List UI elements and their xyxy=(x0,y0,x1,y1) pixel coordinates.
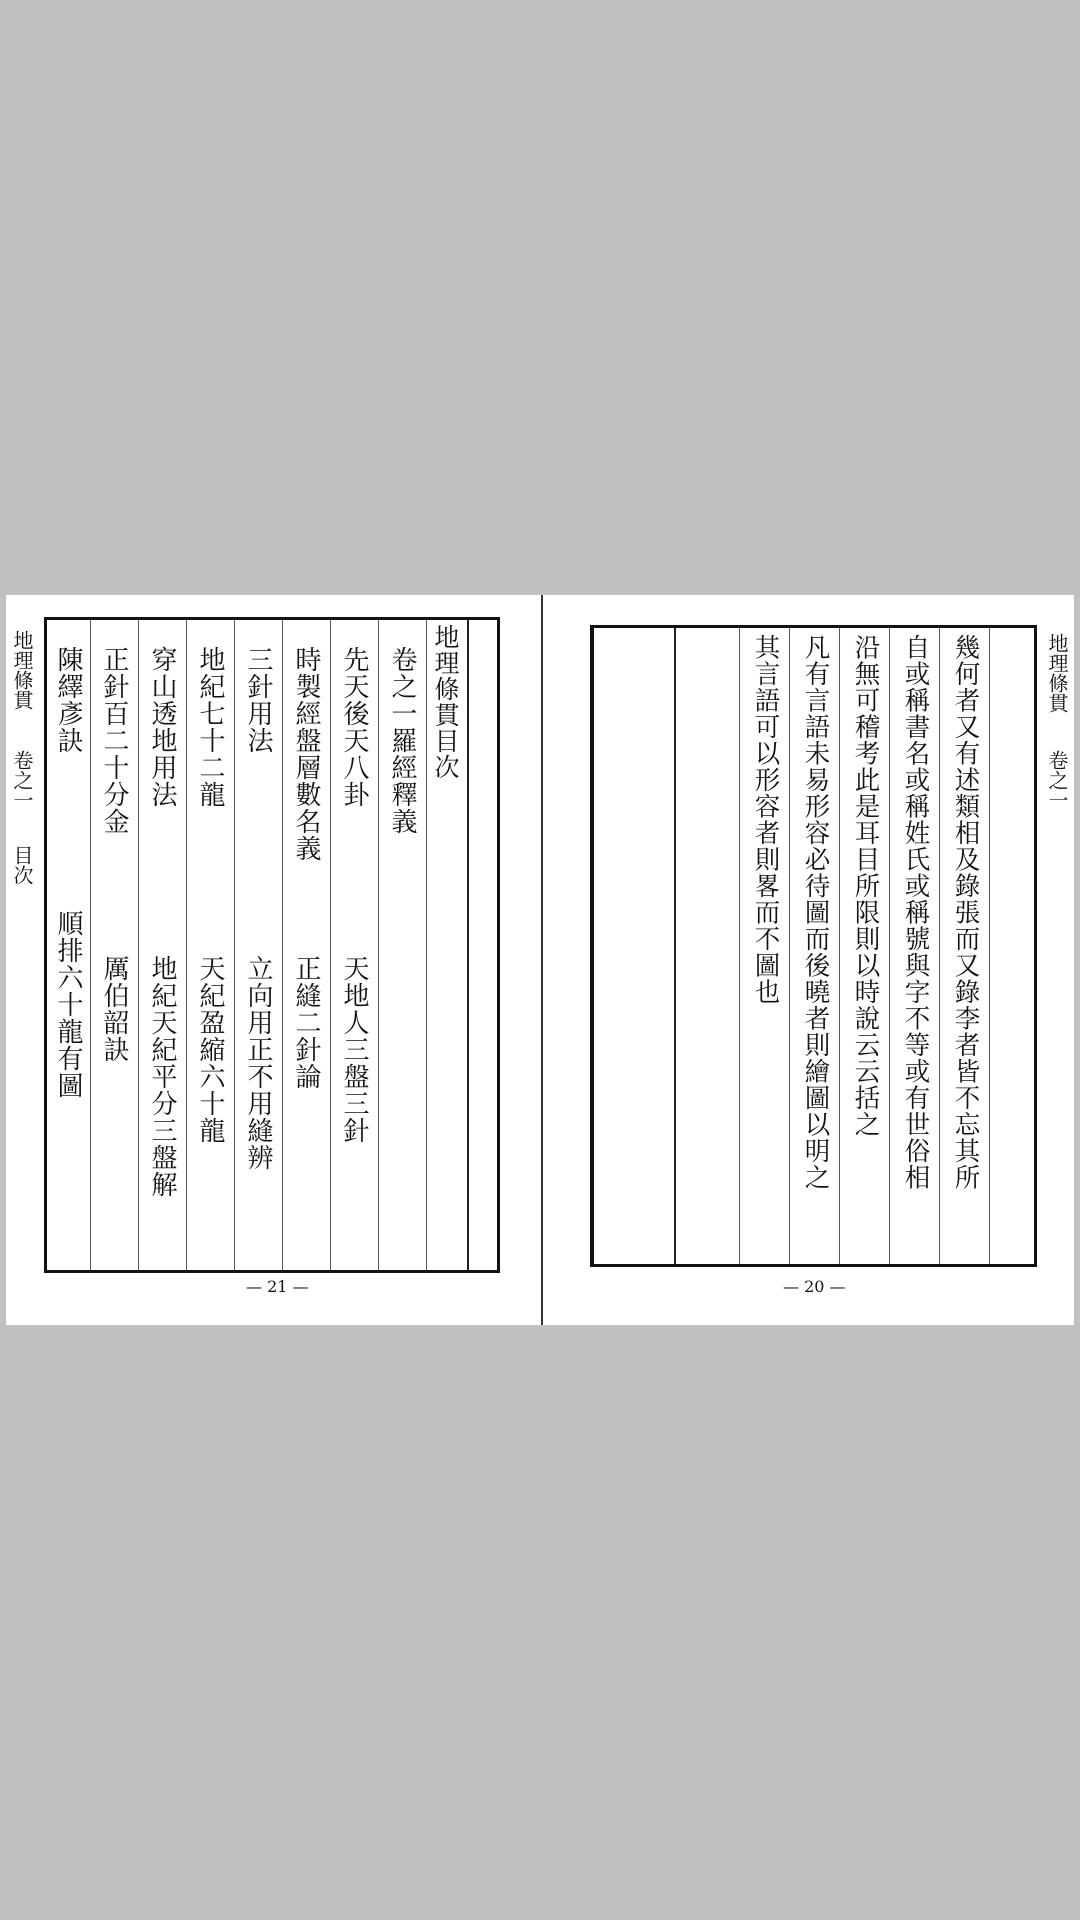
toc-entry: 穿山透地用法 xyxy=(147,646,177,808)
toc-entry: 立向用正不用縫辨 xyxy=(243,955,273,1171)
toc-entry: 順排六十龍有圖 xyxy=(53,910,83,1099)
toc-header: 地理條貫目次 xyxy=(431,624,460,780)
right-margin-title: 地理條貫 xyxy=(1045,633,1069,713)
toc-entry: 先天後天八卦 xyxy=(339,646,369,808)
right-margin-volume: 卷之一 xyxy=(1045,750,1069,810)
toc-entry: 三針用法 xyxy=(243,646,273,754)
left-margin-section: 目次 xyxy=(10,845,34,885)
right-page-frame xyxy=(590,625,1037,1267)
page-number-20: — 20 — xyxy=(783,1277,846,1296)
text-column: 沿無可稽考此是耳目所限則以時說云云括之 xyxy=(850,634,881,1138)
text-column: 其言語可以形容者則畧而不圖也 xyxy=(750,634,781,1005)
toc-entry: 地紀天紀平分三盤解 xyxy=(147,955,177,1198)
text-column: 幾何者又有述類相及錄張而又錄李者皆不忘其所 xyxy=(950,634,981,1191)
toc-entry: 正縫二針論 xyxy=(291,955,321,1090)
toc-entry: 時製經盤層數名義 xyxy=(291,646,321,862)
toc-entry: 天地人三盤三針 xyxy=(339,955,369,1144)
toc-entry: 厲伯韶訣 xyxy=(99,955,129,1063)
toc-entry: 正針百二十分金 xyxy=(99,646,129,835)
text-column: 自或稱書名或稱姓氏或稱號與字不等或有世俗相 xyxy=(900,634,931,1191)
toc-entry: 地紀七十二龍 xyxy=(195,646,225,808)
left-page-frame xyxy=(44,617,500,1273)
right-page xyxy=(543,595,1074,1325)
left-margin-title: 地理條貫 xyxy=(10,630,34,710)
left-page xyxy=(6,595,541,1325)
toc-volume-title: 卷之一羅經釋義 xyxy=(387,646,417,835)
scanned-book-spread xyxy=(6,595,1074,1325)
text-column: 凡有言語未易形容必待圖而後曉者則繪圖以明之 xyxy=(800,634,831,1191)
toc-entry: 天紀盈縮六十龍 xyxy=(195,955,225,1144)
page-number-21: — 21 — xyxy=(246,1277,309,1296)
left-margin-volume: 卷之一 xyxy=(10,750,34,810)
toc-entry: 陳繹彥訣 xyxy=(53,646,83,754)
